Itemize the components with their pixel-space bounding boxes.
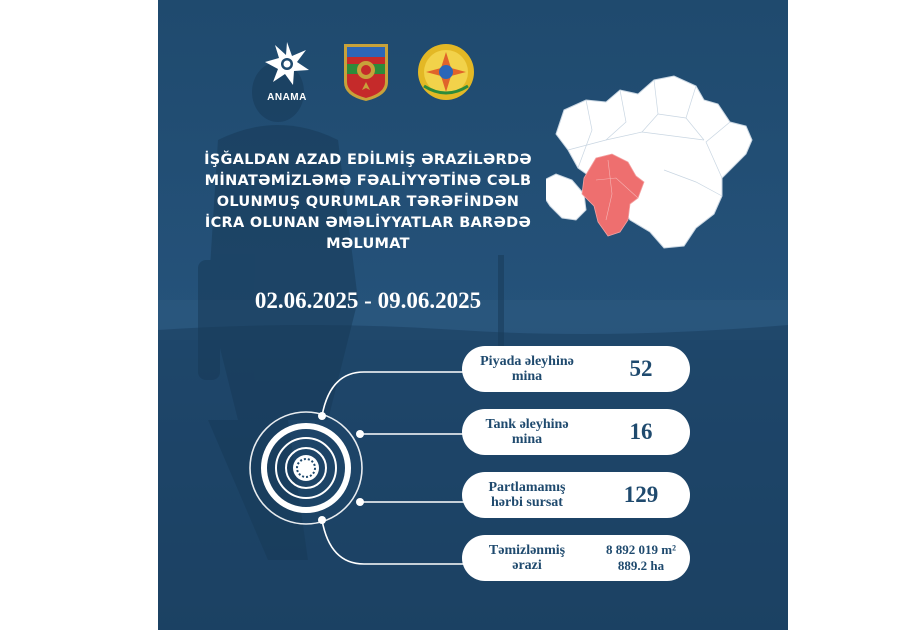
stat-label-line: Partlamamış xyxy=(488,480,566,495)
map-nakhchivan xyxy=(546,174,586,220)
map-main-territory xyxy=(556,76,752,248)
stat-value-line: 889.2 ha xyxy=(617,558,665,573)
azerbaijan-map xyxy=(546,70,771,255)
stat-value xyxy=(592,542,690,574)
title-line: MİNATƏMİZLƏMƏ FƏALİYYƏTİNƏ CƏLB xyxy=(204,173,532,189)
stat-value: 16 xyxy=(629,419,653,444)
date-range: 02.06.2025 - 09.06.2025 xyxy=(254,288,482,313)
stat-label xyxy=(462,417,592,447)
stat-label-line: hərbi sursat xyxy=(491,495,563,510)
title-line: İCRA OLUNAN ƏMƏLİYYATLAR BARƏDƏ xyxy=(204,215,532,231)
stat-label-line: ərazi xyxy=(512,558,542,573)
emergency-ministry-logo xyxy=(416,42,476,102)
army-logo xyxy=(342,42,390,102)
stat-cleared-area xyxy=(462,535,690,581)
star-emblem-icon xyxy=(254,40,320,90)
stat-label xyxy=(462,354,592,384)
stat-value-line: 8 892 019 m² xyxy=(606,542,676,557)
stat-label-line: Təmizlənmiş xyxy=(488,543,566,558)
stat-label-line: mina xyxy=(511,432,543,447)
stat-label-line: Piyada əleyhinə xyxy=(480,354,574,369)
emergency-ministry-emblem-icon xyxy=(416,42,476,102)
stat-label-line: mina xyxy=(511,369,543,384)
anama-logo xyxy=(254,40,320,106)
stat-antitank-mines xyxy=(462,409,690,455)
title-line: MƏLUMAT xyxy=(326,236,410,252)
stat-value: 129 xyxy=(623,482,659,507)
stat-antipersonnel-mines xyxy=(462,346,690,392)
stat-label-line: Tank əleyhinə xyxy=(485,417,569,432)
stat-label xyxy=(462,480,592,510)
stat-unexploded-ordnance xyxy=(462,472,690,518)
title-line: OLUNMUŞ QURUMLAR TƏRƏFİNDƏN xyxy=(216,194,520,210)
military-shield-icon xyxy=(342,42,390,102)
mine-target-graphic xyxy=(238,360,478,580)
title-line: İŞĞALDAN AZAD EDİLMİŞ ƏRAZİLƏRDƏ xyxy=(204,152,532,168)
page-title xyxy=(188,150,548,255)
infographic-poster xyxy=(158,0,788,630)
anama-wordmark: ANAMA xyxy=(267,92,307,103)
stat-value: 52 xyxy=(629,356,653,381)
stat-label xyxy=(462,543,592,573)
